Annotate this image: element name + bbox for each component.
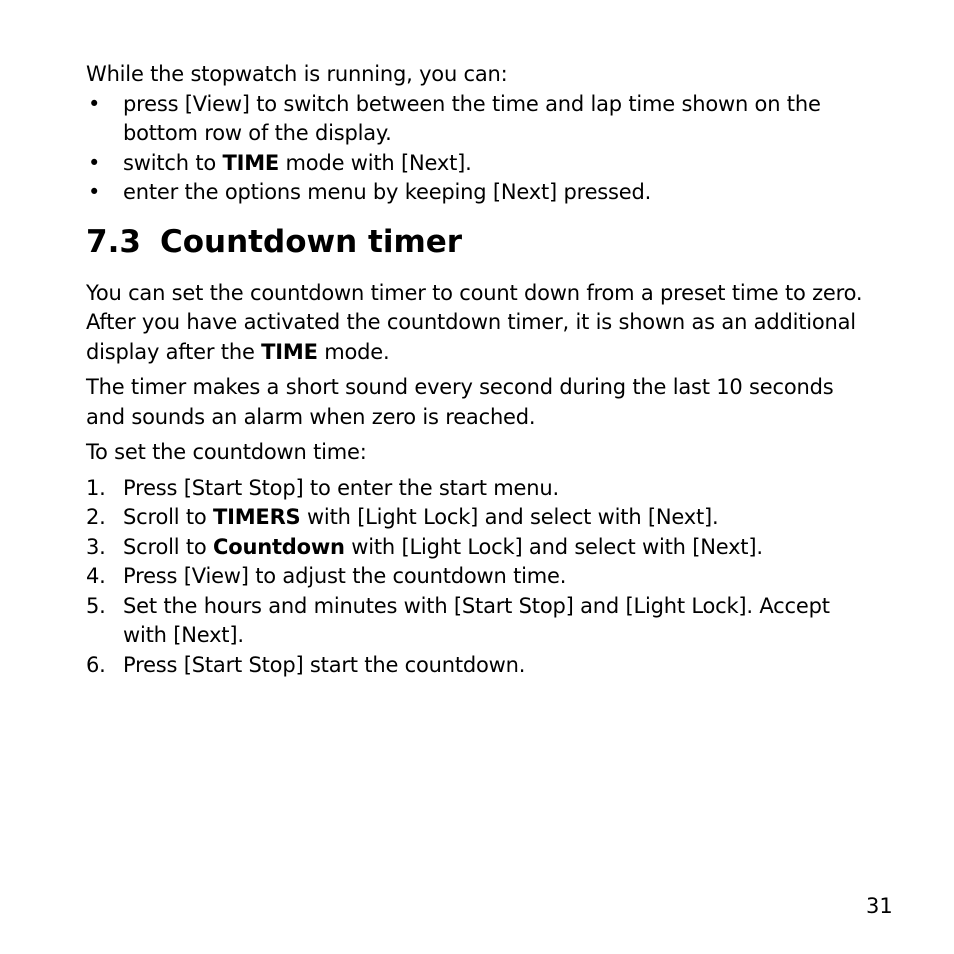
mode-name-bold: TIME — [222, 150, 280, 175]
step-item — [86, 562, 876, 592]
step-number: 3. — [86, 534, 106, 559]
step-text: Press [Start Stop] to enter the start menu. — [123, 475, 559, 500]
step-text: Press [Start Stop] start the countdown. — [123, 652, 526, 677]
manual-page-content — [86, 60, 876, 680]
mode-name-bold: TIME — [261, 339, 318, 364]
stopwatch-options-list — [86, 90, 876, 208]
menu-item-bold: TIMERS — [213, 505, 301, 529]
steps-intro: To set the countdown time: — [86, 440, 367, 464]
list-item — [86, 178, 876, 208]
step-item — [86, 503, 876, 533]
paragraph-text-end: mode. — [317, 339, 390, 364]
countdown-description — [86, 279, 876, 368]
list-item — [86, 149, 876, 179]
step-text: Set the hours and minutes with [Start Stop] and [Light Lock]. Accept with [Next]. — [123, 593, 830, 647]
step-item — [86, 651, 876, 681]
stopwatch-intro: While the stopwatch is running, you can: — [86, 62, 508, 86]
paragraph-text: You can set the countdown timer to count down from a preset time to zero. After you have activated the countdown timer, it is shown as an additional display after the — [86, 280, 863, 364]
bullet-marker: • — [88, 150, 101, 175]
step-text: Scroll to — [123, 505, 213, 529]
menu-item-bold: Countdown — [213, 534, 345, 559]
step-text-end: with [Light Lock] and select with [Next]. — [344, 534, 763, 559]
step-number: 2. — [86, 505, 106, 529]
list-item-text: enter the options menu by keeping [Next] pressed. — [123, 180, 652, 204]
alarm-description: The timer makes a short sound every second during the last 10 seconds and sounds an alarm when zero is reached. — [86, 375, 834, 429]
step-number: 4. — [86, 564, 106, 588]
list-item-text: switch to — [123, 150, 223, 175]
bullet-marker: • — [88, 180, 101, 204]
section-number: 7.3 — [86, 223, 141, 260]
step-number: 6. — [86, 652, 106, 677]
list-item — [86, 90, 876, 149]
section-heading — [86, 222, 876, 262]
list-item-text-end: mode with [Next]. — [279, 150, 472, 175]
step-text: Scroll to — [123, 534, 213, 559]
step-item — [86, 533, 876, 563]
step-text: Press [View] to adjust the countdown time. — [123, 564, 567, 588]
step-item — [86, 592, 876, 651]
step-item — [86, 474, 876, 504]
page-number: 31 — [866, 894, 893, 918]
countdown-steps-list — [86, 474, 876, 681]
bullet-marker: • — [88, 91, 101, 116]
step-text-end: with [Light Lock] and select with [Next]. — [300, 505, 719, 529]
step-number: 1. — [86, 475, 106, 500]
section-title: Countdown timer — [160, 223, 463, 260]
list-item-text: press [View] to switch between the time and lap time shown on the bottom row of the display. — [123, 91, 821, 145]
step-number: 5. — [86, 593, 106, 618]
